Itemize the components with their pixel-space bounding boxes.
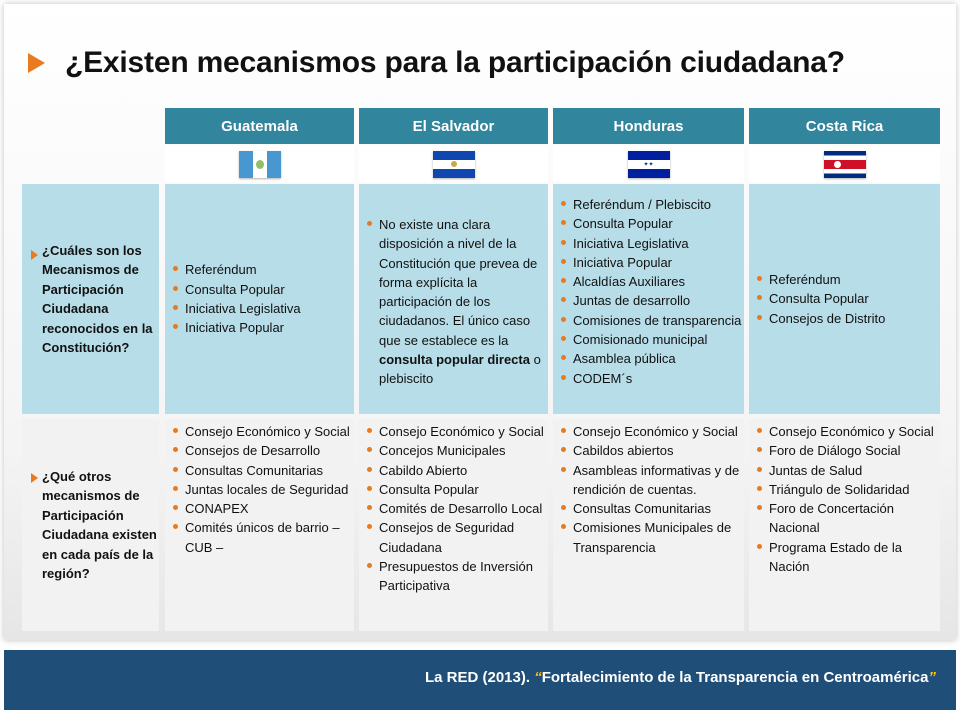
list-item: Triángulo de Solidaridad [749, 480, 940, 499]
list-item: Comités únicos de barrio – CUB – [165, 518, 354, 557]
list-item: Cabildo Abierto [359, 461, 548, 480]
question-other [22, 419, 159, 631]
list-item: Referéndum [165, 260, 354, 279]
list-item: Consejos de Seguridad Ciudadana [359, 518, 548, 557]
list-constitution-guatemala [165, 260, 354, 337]
constitution-costa-rica [749, 184, 940, 414]
flag-cell-honduras [553, 146, 744, 182]
list-constitution-el-salvador [359, 215, 548, 389]
list-item: Iniciativa Popular [165, 318, 354, 337]
list-item: Consulta Popular [359, 480, 548, 499]
list-item: Consultas Comunitarias [165, 461, 354, 480]
list-item: Consejo Económico y Social [165, 422, 354, 441]
other-guatemala [165, 419, 354, 631]
list-item: Comisiones Municipales de Transparencia [553, 518, 744, 557]
list-item: Programa Estado de la Nación [749, 538, 940, 577]
citation-title: Fortalecimiento de la Transparencia en Centroamérica [541, 669, 929, 686]
flag-cell-costa-rica [749, 146, 940, 182]
list-other-el-salvador [359, 422, 548, 596]
flag-cell-guatemala [165, 146, 354, 182]
list-item: Consultas Comunitarias [553, 499, 744, 518]
title-row [28, 38, 845, 88]
honduras-flag-icon: ✦✦ [628, 151, 670, 178]
title-bullet-icon [28, 53, 45, 73]
quote-open: “ [534, 669, 542, 686]
constitution-honduras [553, 184, 744, 414]
list-item: Cabildos abiertos [553, 441, 744, 460]
question-constitution [22, 184, 159, 414]
list-item: Iniciativa Popular [553, 253, 744, 272]
list-item: Referéndum / Plebiscito [553, 195, 744, 214]
list-item: Asamblea pública [553, 349, 744, 368]
list-item: Juntas de Salud [749, 461, 940, 480]
list-other-costa-rica [749, 422, 940, 576]
page-title: ¿Existen mecanismos para la participación ciudadana? [65, 46, 845, 79]
list-item: Juntas locales de Seguridad [165, 480, 354, 499]
list-item: Comités de Desarrollo Local [359, 499, 548, 518]
list-item: Consejo Económico y Social [749, 422, 940, 441]
list-item: CODEM´s [553, 369, 744, 388]
other-honduras [553, 419, 744, 631]
list-item: Referéndum [749, 270, 940, 289]
list-item: Consulta Popular [165, 280, 354, 299]
constitution-guatemala [165, 184, 354, 414]
el-salvador-flag-icon [433, 151, 475, 178]
citation-source: La RED (2013). [424, 669, 531, 686]
list-item: Presupuestos de Inversión Participativa [359, 557, 548, 596]
header-el-salvador: El Salvador [359, 108, 548, 144]
list-item: Consejo Económico y Social [553, 422, 744, 441]
list-item: Comisiones de transparencia [553, 311, 744, 330]
text-emphasis: consulta popular directa [379, 352, 530, 368]
question-constitution-text: ¿Cuáles son los Mecanismos de Participación Ciudadana reconocidos en la Constitución? [42, 242, 153, 355]
list-item: CONAPEX [165, 499, 354, 518]
list-item: Foro de Diálogo Social [749, 441, 940, 460]
list-item: Asambleas informativas y de rendición de cuentas. [553, 461, 744, 500]
other-el-salvador [359, 419, 548, 631]
guatemala-flag-icon [239, 151, 281, 178]
question-bullet-icon [31, 473, 38, 483]
list-item: Consejos de Distrito [749, 309, 940, 328]
list-item: Consejo Económico y Social [359, 422, 548, 441]
list-item: Iniciativa Legislativa [165, 299, 354, 318]
list-item: Iniciativa Legislativa [553, 234, 744, 253]
list-item: Foro de Concertación Nacional [749, 499, 940, 538]
list-item: Consulta Popular [749, 289, 940, 308]
list-constitution-costa-rica [749, 270, 940, 328]
footer-citation [425, 669, 936, 686]
list-item [359, 215, 548, 389]
list-item: Concejos Municipales [359, 441, 548, 460]
costa-rica-flag-icon [824, 151, 866, 178]
footer-bar [4, 650, 956, 710]
constitution-el-salvador [359, 184, 548, 414]
list-other-guatemala [165, 422, 354, 557]
list-item: Consulta Popular [553, 214, 744, 233]
quote-close: ” [928, 669, 936, 686]
other-costa-rica [749, 419, 940, 631]
header-guatemala: Guatemala [165, 108, 354, 144]
list-item: Alcaldías Auxiliares [553, 272, 744, 291]
list-item: Comisionado municipal [553, 330, 744, 349]
header-costa-rica: Costa Rica [749, 108, 940, 144]
question-bullet-icon [31, 250, 38, 260]
text-segment: No existe una clara disposición a nivel de la Constitución que prevea de forma explícita la participación de los ciudadanos. El único caso que se establece es la [379, 217, 538, 348]
question-other-text: ¿Qué otros mecanismos de Participación Ciudadana existen en cada país de la región? [42, 468, 157, 581]
list-other-honduras [553, 422, 744, 557]
list-constitution-honduras [553, 195, 744, 388]
list-item: Consejos de Desarrollo [165, 441, 354, 460]
text-segment: o plebiscito [379, 352, 541, 387]
flag-cell-el-salvador [359, 146, 548, 182]
header-honduras: Honduras [553, 108, 744, 144]
list-item: Juntas de desarrollo [553, 291, 744, 310]
